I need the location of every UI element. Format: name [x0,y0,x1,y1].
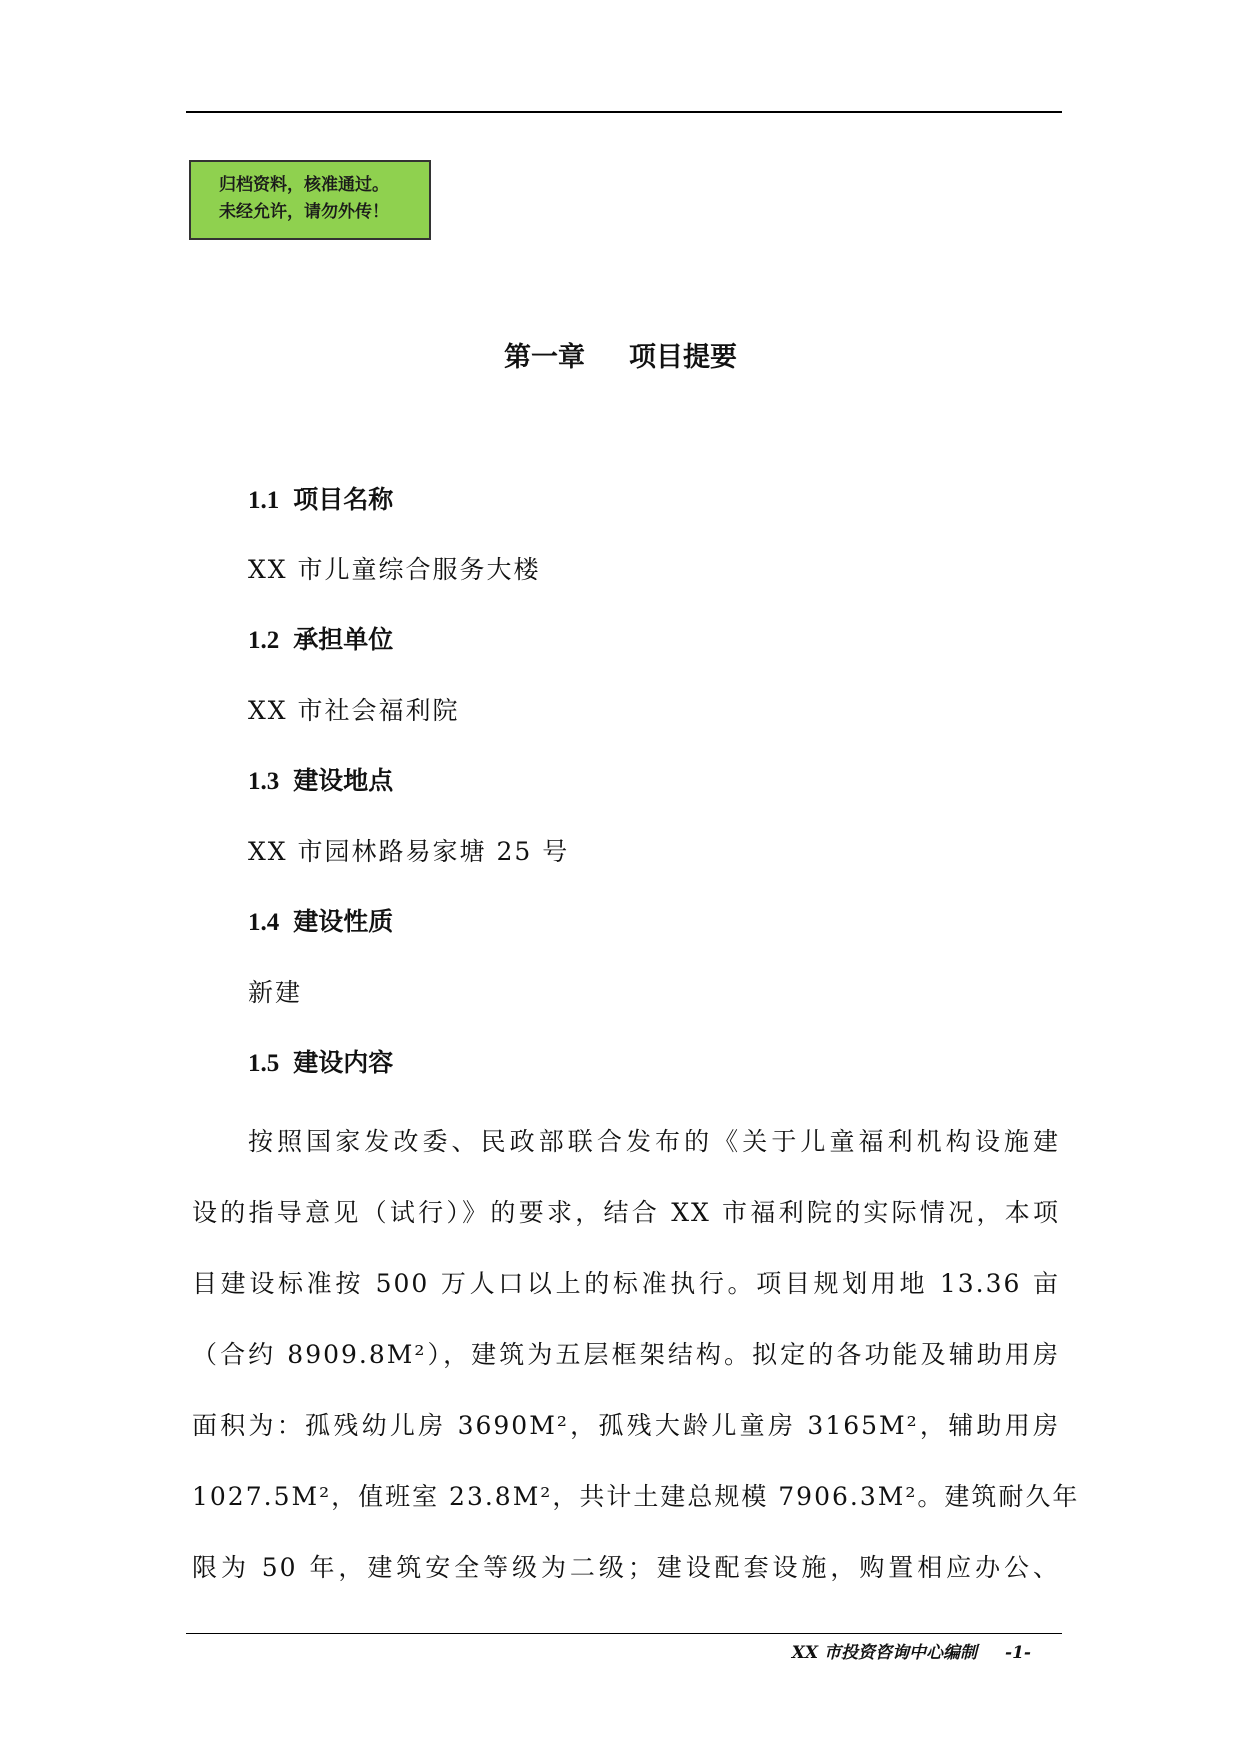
stamp-line-1: 归档资料，核准通过。 [219,175,389,195]
stamp-line-2: 未经允许，请勿外传！ [219,202,389,222]
chapter-title [0,338,1241,378]
paragraph-line: 面积为：孤残幼儿房 3690M²，孤残大龄儿童房 3165M²，辅助用房 [192,1411,1060,1440]
section-content-1-3: XX 市园林路易家塘 25 号 [248,837,570,866]
section-number: 1.2 [248,627,280,654]
section-title: 建设性质 [293,907,394,936]
header-rule [186,111,1062,113]
paragraph-line: 1027.5M²，值班室 23.8M²，共计土建总规模 7906.3M²。建筑耐久年 [192,1482,1080,1511]
section-number: 1.3 [248,768,280,795]
section-heading-1-3 [248,761,393,802]
chapter-name: 项目提要 [629,342,737,373]
page-number: -1- [1005,1643,1031,1663]
section-heading-1-5 [248,1043,393,1084]
page-footer [792,1640,1031,1666]
section-title: 建设内容 [293,1048,394,1077]
paragraph-line: 目建设标准按 500 万人口以上的标准执行。项目规划用地 13.36 亩 [192,1269,1060,1298]
section-number: 1.5 [248,1050,280,1077]
paragraph-line: 限为 50 年，建筑安全等级为二级；建设配套设施，购置相应办公、 [192,1553,1060,1582]
chapter-number: 第一章 [504,342,585,373]
paragraph-line: 设的指导意见（试行）》的要求，结合 XX 市福利院的实际情况，本项 [192,1198,1060,1227]
section-heading-1-2 [248,620,393,661]
section-title: 承担单位 [293,625,394,654]
paragraph-line: 按照国家发改委、民政部联合发布的《关于儿童福利机构设施建 [248,1127,1060,1156]
section-title: 建设地点 [293,766,394,795]
section-title: 项目名称 [293,485,394,514]
section-content-1-2: XX 市社会福利院 [248,696,460,725]
construction-content-paragraph [192,1122,1080,1619]
paragraph-line: （合约 8909.8M²），建筑为五层框架结构。拟定的各功能及辅助用房 [192,1340,1060,1369]
footer-publisher: XX 市投资咨询中心编制 [791,1643,978,1663]
section-number: 1.1 [248,487,280,514]
section-content-1-4: 新建 [248,978,303,1007]
section-heading-1-1 [248,480,393,521]
archive-stamp [189,160,431,240]
section-content-1-1: XX 市儿童综合服务大楼 [248,555,541,584]
footer-rule [186,1633,1062,1634]
section-number: 1.4 [248,909,280,936]
section-heading-1-4 [248,902,393,943]
